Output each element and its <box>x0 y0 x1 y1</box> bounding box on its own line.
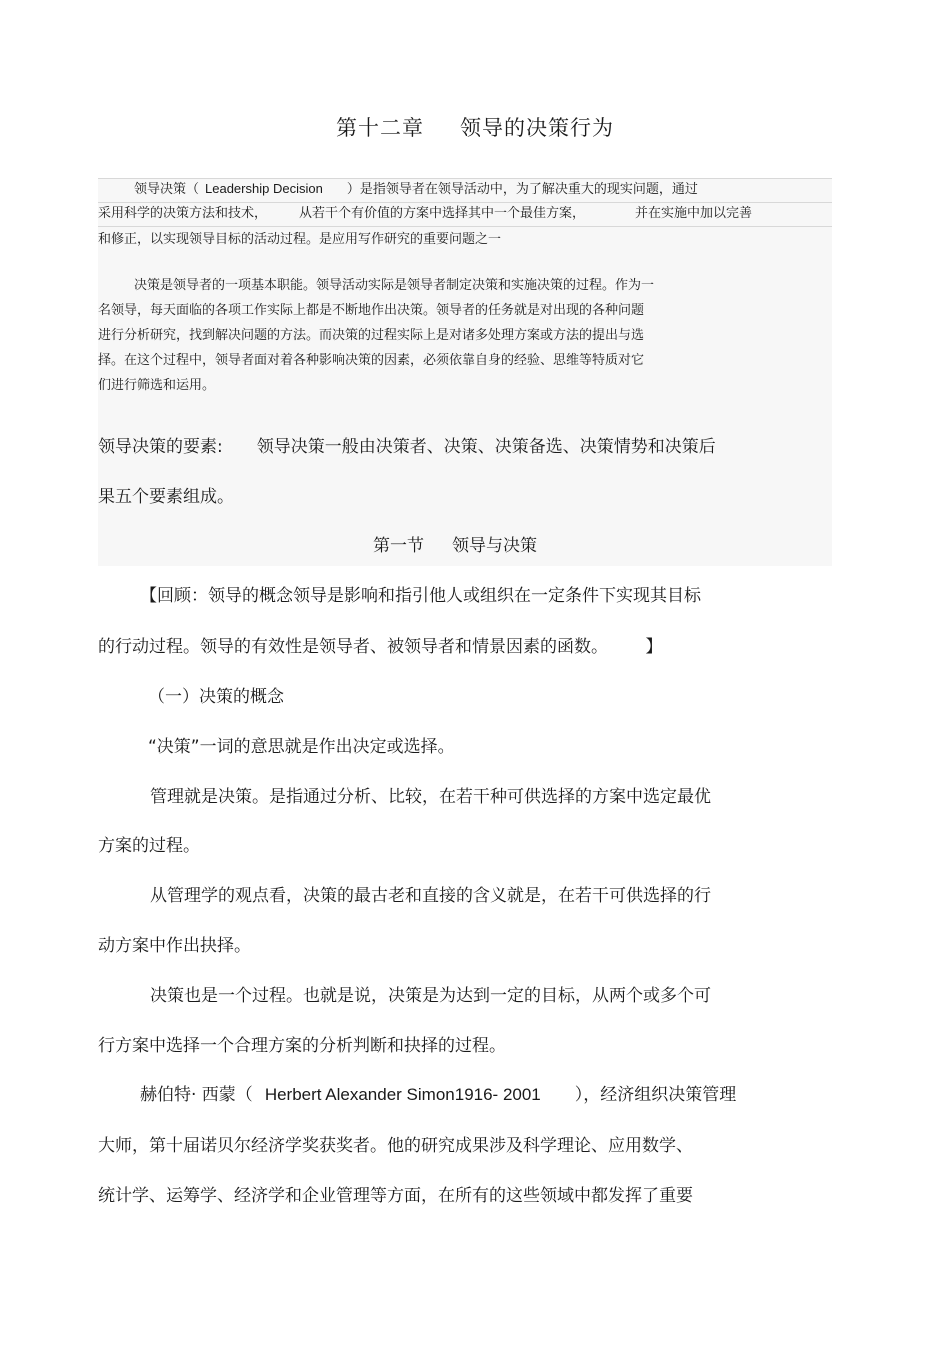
simon-text: ），经济组织决策管理 <box>574 1085 737 1105</box>
rule-line <box>98 226 832 227</box>
definition-text: 从若干个有价值的方案中选择其中一个最佳方案， <box>299 206 586 221</box>
chapter-number: 第十二章 <box>336 116 424 140</box>
elements-line-2: 果五个要素组成。 <box>98 487 234 507</box>
function-line: 们进行筛选和运用。 <box>98 378 216 393</box>
elements-label: 领导决策的要素: <box>98 437 223 457</box>
review-text: 的行动过程。领导的有效性是领导者、被领导者和情景因素的函数。 <box>98 637 600 657</box>
function-line: 决策是领导者的一项基本职能。领导活动实际是领导者制定决策和实施决策的过程。作为一 <box>134 278 655 293</box>
function-line: 名领导，每天面临的各项工作实际上都是不断地作出决策。领导者的任务就是对出现的各种问题 <box>98 303 645 318</box>
review-close-bracket: 】 <box>645 637 663 657</box>
chapter-name: 领导的决策行为 <box>460 116 614 140</box>
definition-text: 采用科学的决策方法和技术， <box>98 206 268 221</box>
function-line: 进行分析研究，找到解决问题的方法。而决策的过程实际上是对诸多处理方案或方法的提出与选 <box>98 328 645 343</box>
elements-line-1 <box>98 432 716 457</box>
body-paragraph: “决策”一词的意思就是作出决定或选择。 <box>148 737 455 757</box>
section-name: 领导与决策 <box>452 536 537 556</box>
section-number: 第一节 <box>373 536 424 556</box>
chapter-title <box>0 112 950 142</box>
definition-text: 领导决策（ <box>134 182 200 197</box>
body-paragraph: 动方案中作出抉择。 <box>98 936 251 956</box>
elements-text: 领导决策一般由决策者、决策、决策备选、决策情势和决策后 <box>256 437 716 457</box>
simon-line-1 <box>140 1080 736 1105</box>
definition-text: 并在实施中加以完善 <box>635 206 753 221</box>
definition-line-3: 和修正，以实现领导目标的活动过程。是应用写作研究的重要问题之一 <box>98 232 502 247</box>
section-heading <box>373 531 537 556</box>
simon-line-3: 统计学、运筹学、经济学和企业管理等方面，在所有的这些领域中都发挥了重要 <box>98 1186 693 1206</box>
function-line: 择。在这个过程中，领导者面对着各种影响决策的因素，必须依靠自身的经验、思维等特质对它 <box>98 353 645 368</box>
body-paragraph: 管理就是决策。是指通过分析、比较，在若干种可供选择的方案中选定最优 <box>150 787 711 807</box>
body-paragraph: 从管理学的观点看，决策的最古老和直接的含义就是，在若干可供选择的行 <box>150 886 711 906</box>
body-paragraph: 行方案中选择一个合理方案的分析判断和抉择的过程。 <box>98 1036 506 1056</box>
definition-line-1 <box>134 178 698 197</box>
body-paragraph: 方案的过程。 <box>98 836 200 856</box>
subsection-heading: （一）决策的概念 <box>148 687 284 707</box>
simon-text: 赫伯特· 西蒙（ <box>140 1085 253 1105</box>
simon-english-name: Herbert Alexander Simon1916- 2001 <box>264 1085 541 1104</box>
simon-line-2: 大师，第十届诺贝尔经济学奖获奖者。他的研究成果涉及科学理论、应用数学、 <box>98 1136 693 1156</box>
definition-line-2 <box>98 202 752 221</box>
body-paragraph: 决策也是一个过程。也就是说，决策是为达到一定的目标，从两个或多个可 <box>150 986 711 1006</box>
definition-text: ）是指领导者在领导活动中，为了解决重大的现实问题，通过 <box>346 182 698 197</box>
english-term: Leadership Decision <box>205 181 323 196</box>
review-line-1: 【回顾：领导的概念领导是影响和指引他人或组织在一定条件下实现其目标 <box>140 586 701 606</box>
review-line-2 <box>98 632 663 657</box>
